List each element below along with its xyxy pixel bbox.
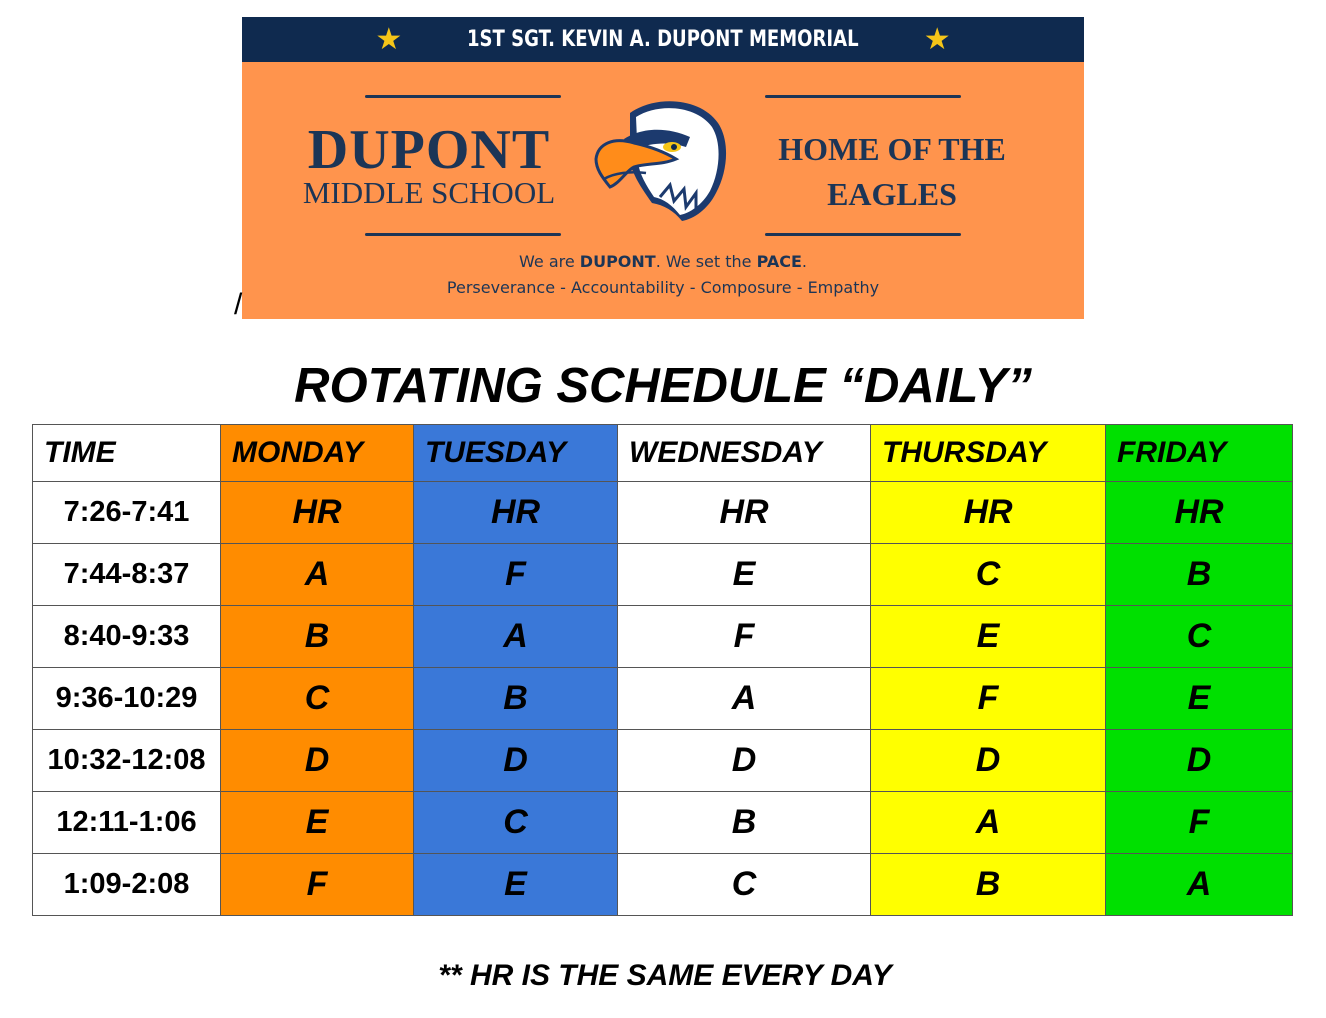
time-cell: 7:44-8:37: [33, 544, 221, 606]
home-line-1: HOME OF THE: [778, 131, 1006, 167]
divider: [365, 233, 561, 236]
time-cell: 1:09-2:08: [33, 854, 221, 916]
header-wednesday: WEDNESDAY: [618, 425, 871, 482]
thursday-cell: F: [871, 668, 1106, 730]
time-cell: 12:11-1:06: [33, 792, 221, 854]
table-header-row: [33, 425, 1293, 482]
home-line-2: EAGLES: [827, 176, 957, 212]
monday-cell: C: [221, 668, 414, 730]
friday-cell: C: [1106, 606, 1293, 668]
star-icon: ★: [923, 22, 951, 56]
school-name: [298, 119, 560, 210]
tuesday-cell: HR: [414, 482, 618, 544]
divider: [765, 233, 961, 236]
wednesday-cell: A: [618, 668, 871, 730]
tuesday-cell: A: [414, 606, 618, 668]
tuesday-cell: C: [414, 792, 618, 854]
divider: [365, 95, 561, 98]
page-title: ROTATING SCHEDULE “DAILY”: [294, 359, 1032, 413]
header-monday: MONDAY: [221, 425, 414, 482]
wednesday-cell: C: [618, 854, 871, 916]
motto: [242, 249, 1084, 301]
thursday-cell: E: [871, 606, 1106, 668]
monday-cell: F: [221, 854, 414, 916]
time-cell: 8:40-9:33: [33, 606, 221, 668]
tuesday-cell: B: [414, 668, 618, 730]
table-row: [33, 792, 1293, 854]
thursday-cell: D: [871, 730, 1106, 792]
tuesday-cell: E: [414, 854, 618, 916]
thursday-cell: A: [871, 792, 1106, 854]
memorial-bar: [242, 17, 1084, 62]
monday-cell: B: [221, 606, 414, 668]
tuesday-cell: D: [414, 730, 618, 792]
memorial-title: 1ST SGT. KEVIN A. DUPONT MEMORIAL: [467, 27, 859, 52]
time-cell: 7:26-7:41: [33, 482, 221, 544]
monday-cell: A: [221, 544, 414, 606]
time-cell: 10:32-12:08: [33, 730, 221, 792]
table-row: [33, 482, 1293, 544]
eagle-head-icon: [590, 93, 732, 223]
friday-cell: B: [1106, 544, 1293, 606]
school-name-main: DUPONT: [307, 119, 551, 181]
monday-cell: D: [221, 730, 414, 792]
school-banner: [242, 17, 1084, 319]
motto-line: [242, 249, 1084, 275]
core-values: Perseverance - Accountability - Composure - Empathy: [446, 278, 880, 297]
thursday-cell: C: [871, 544, 1106, 606]
header-thursday: THURSDAY: [871, 425, 1106, 482]
star-icon: ★: [375, 22, 403, 56]
home-of-the-eagles: [762, 127, 1022, 217]
wednesday-cell: HR: [618, 482, 871, 544]
motto-pace: PACE: [756, 252, 802, 271]
motto-text: .: [801, 252, 807, 271]
motto-text: We are: [519, 252, 580, 271]
friday-cell: F: [1106, 792, 1293, 854]
table-row: [33, 668, 1293, 730]
friday-cell: HR: [1106, 482, 1293, 544]
header-tuesday: TUESDAY: [414, 425, 618, 482]
table-row: [33, 544, 1293, 606]
monday-cell: HR: [221, 482, 414, 544]
schedule-table: [32, 424, 1293, 916]
friday-cell: A: [1106, 854, 1293, 916]
header-time: TIME: [33, 425, 221, 482]
divider: [765, 95, 961, 98]
wednesday-cell: B: [618, 792, 871, 854]
stray-mark: /: [234, 288, 243, 321]
tuesday-cell: F: [414, 544, 618, 606]
motto-dupont: DUPONT: [579, 252, 656, 271]
monday-cell: E: [221, 792, 414, 854]
school-name-sub: MIDDLE SCHOOL: [302, 175, 556, 210]
wednesday-cell: D: [618, 730, 871, 792]
table-row: [33, 854, 1293, 916]
table-row: [33, 730, 1293, 792]
wednesday-cell: F: [618, 606, 871, 668]
header-friday: FRIDAY: [1106, 425, 1293, 482]
table-row: [33, 606, 1293, 668]
time-cell: 9:36-10:29: [33, 668, 221, 730]
friday-cell: E: [1106, 668, 1293, 730]
friday-cell: D: [1106, 730, 1293, 792]
thursday-cell: B: [871, 854, 1106, 916]
motto-text: . We set the: [655, 252, 757, 271]
wednesday-cell: E: [618, 544, 871, 606]
thursday-cell: HR: [871, 482, 1106, 544]
footnote: ** HR IS THE SAME EVERY DAY: [438, 959, 892, 992]
